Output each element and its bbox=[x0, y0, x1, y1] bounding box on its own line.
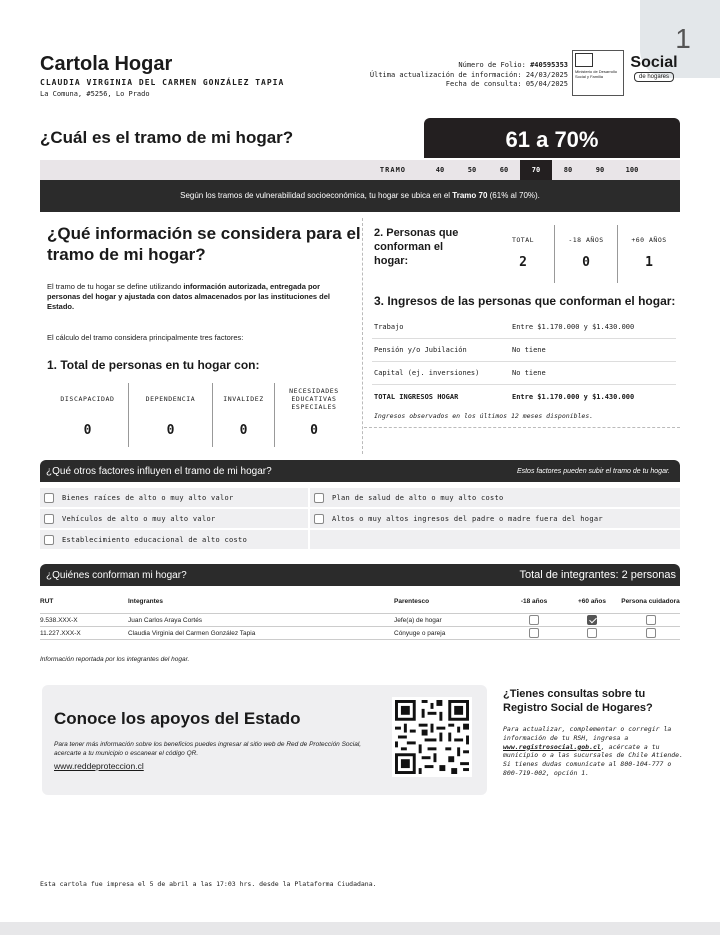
footer-text: Esta cartola fue impresa el 5 de abril a las 17:03 hrs. desde la Plataforma Ciudadana. bbox=[40, 880, 377, 888]
tramo-banner bbox=[40, 180, 680, 212]
factor-value: 0 bbox=[83, 423, 92, 438]
quienes-total: Total de integrantes: 2 personas bbox=[519, 569, 676, 581]
qr-code-svg bbox=[395, 700, 469, 774]
table-row bbox=[40, 627, 680, 640]
checkbox[interactable] bbox=[314, 514, 324, 524]
checkbox-checked[interactable] bbox=[587, 615, 597, 625]
tramo-cell: 80 bbox=[563, 166, 573, 174]
personas-label: TOTAL bbox=[511, 236, 535, 244]
otros-item bbox=[40, 488, 308, 507]
consult-date: 05/04/2025 bbox=[525, 80, 568, 88]
apoyo-card bbox=[42, 685, 487, 795]
personas-value: 2 bbox=[519, 255, 527, 270]
otros-header bbox=[40, 460, 680, 482]
ministry-logo-text: Ministerio de Desarrollo Social y Familia bbox=[575, 69, 618, 79]
quienes-title: ¿Quiénes conforman mi hogar? bbox=[46, 569, 187, 581]
info-title: ¿Qué información se considera para el tramo de mi hogar? bbox=[47, 224, 361, 264]
info-p1-a: El tramo de tu hogar se define utilizando bbox=[47, 282, 184, 291]
ingresos-value: Entre $1.170.000 y $1.430.000 bbox=[512, 392, 635, 401]
update-label: Última actualización de información: bbox=[369, 70, 522, 79]
ingresos-row bbox=[372, 339, 676, 362]
cell-mayor bbox=[563, 628, 621, 638]
members-note: Información reportada por los integrantes del hogar. bbox=[40, 656, 190, 663]
personas-value: 1 bbox=[645, 255, 653, 270]
checkbox[interactable] bbox=[529, 615, 539, 625]
folio-label: Número de Folio: bbox=[458, 61, 526, 69]
logo-sub: de hogares bbox=[634, 72, 674, 82]
personas-menores bbox=[555, 225, 618, 283]
info-p1-c: , entregada por personas del hogar y ajustada con datos almacenados por las instituciones del Estado. bbox=[47, 282, 330, 311]
consultas-text-b: , acércate a tu municipio o a las sucursales de Chile Atiende. Si tienes dudas comunícate al 800-104-777 o 800-719-002, opción 1. bbox=[503, 742, 684, 777]
otros-note: Estos factores pueden subir el tramo de tu hogar. bbox=[516, 467, 670, 475]
update-date: 24/03/2025 bbox=[525, 70, 568, 79]
banner-tramo: Tramo 70 bbox=[452, 191, 488, 200]
personas-mayores bbox=[618, 225, 680, 283]
ingresos-row bbox=[372, 362, 676, 385]
ingresos-key: Pensión y/o Jubilación bbox=[374, 346, 467, 354]
consultas-title: ¿Tienes consultas sobre tu Registro Social de Hogares? bbox=[503, 688, 653, 714]
tramo-cell: 60 bbox=[499, 166, 509, 174]
page-title: Cartola Hogar bbox=[40, 53, 173, 75]
divider bbox=[362, 218, 363, 454]
otros-item-empty bbox=[310, 530, 680, 549]
apoyo-title: Conoce los apoyos del Estado bbox=[54, 709, 301, 728]
tramo-range: 61 a 70% bbox=[424, 118, 680, 158]
ingresos-value: No tiene bbox=[512, 346, 546, 354]
ingresos-row bbox=[372, 316, 676, 339]
personas-total bbox=[492, 225, 555, 283]
info-paragraph bbox=[47, 282, 347, 312]
ingresos-key: TOTAL INGRESOS HOGAR bbox=[374, 392, 459, 401]
checkbox[interactable] bbox=[646, 628, 656, 638]
otros-item bbox=[310, 509, 680, 528]
consultas-text-a: Para actualizar, complementar o corregir la información de tu RSH, ingresa a bbox=[503, 725, 672, 742]
table-row bbox=[40, 614, 680, 627]
tramo-cell: 40 bbox=[435, 166, 445, 174]
otros-item bbox=[40, 509, 308, 528]
consultas-block bbox=[503, 687, 683, 778]
apoyo-link[interactable]: www.reddeproteccion.cl bbox=[54, 761, 144, 771]
ministry-logo bbox=[572, 50, 624, 96]
page-number: 1 bbox=[640, 0, 720, 78]
tramo-cell-selected: 70 bbox=[520, 160, 552, 180]
consultas-text bbox=[503, 725, 683, 778]
cell-name: Claudia Virginia del Carmen González Tapia bbox=[128, 629, 256, 637]
registro-social-logo bbox=[628, 54, 680, 98]
tramo-question: ¿Cuál es el tramo de mi hogar? bbox=[40, 128, 294, 147]
otros-item bbox=[310, 488, 680, 507]
checkbox[interactable] bbox=[646, 615, 656, 625]
col-cuidadora: Persona cuidadora bbox=[621, 598, 680, 605]
cell-name: Juan Carlos Araya Cortés bbox=[128, 616, 203, 624]
checkbox[interactable] bbox=[529, 628, 539, 638]
qr-code-icon[interactable] bbox=[392, 697, 472, 777]
col-rut: RUT bbox=[40, 598, 54, 605]
personas-grid bbox=[492, 225, 680, 283]
factor-nee bbox=[275, 383, 353, 447]
tramo-cell: 100 bbox=[625, 166, 639, 174]
divider bbox=[364, 427, 680, 428]
holder-name: CLAUDIA VIRGINIA DEL CARMEN GONZÁLEZ TAPIA bbox=[40, 78, 285, 87]
tramo-scale bbox=[40, 160, 680, 180]
factor-label: INVALIDEZ bbox=[223, 395, 264, 403]
otros-item-label: Establecimiento educacional de alto costo bbox=[62, 535, 248, 544]
members-table bbox=[40, 590, 680, 640]
banner-range: (61% al 70%). bbox=[487, 191, 540, 200]
factor-dependencia bbox=[129, 383, 213, 447]
cell-rut: 9.538.XXX-X bbox=[40, 616, 78, 624]
col-menor: -18 años bbox=[520, 598, 548, 605]
checkbox[interactable] bbox=[587, 628, 597, 638]
col-integrantes: Integrantes bbox=[128, 598, 164, 605]
folio-number: #40595353 bbox=[530, 61, 568, 69]
otros-item-label: Altos o muy altos ingresos del padre o madre fuera del hogar bbox=[332, 514, 603, 523]
col-parentesco: Parentesco bbox=[394, 598, 430, 605]
factor-value: 0 bbox=[310, 423, 318, 438]
factor-label: DISCAPACIDAD bbox=[60, 395, 115, 403]
cell-cuidadora bbox=[621, 628, 680, 638]
seal-icon bbox=[575, 53, 593, 67]
personas-label: +60 AÑOS bbox=[631, 236, 667, 244]
checkbox[interactable] bbox=[44, 514, 54, 524]
consultas-link[interactable]: www.registrosocial.gob.cl bbox=[503, 742, 601, 751]
apoyo-text: Para tener más información sobre los beneficios puedes ingresar al sitio web de Red de Protección Social, acercarte a tu municipio o escanear el código QR. bbox=[54, 741, 362, 757]
factor-discapacidad bbox=[47, 383, 129, 447]
tramo-scale-label: TRAMO bbox=[379, 166, 406, 174]
info-factors-text: El cálculo del tramo considera principalmente tres factores: bbox=[47, 333, 244, 342]
checkbox[interactable] bbox=[314, 493, 324, 503]
ingresos-key: Trabajo bbox=[374, 323, 404, 331]
ingresos-table bbox=[372, 316, 676, 408]
cell-cuidadora bbox=[621, 615, 680, 625]
personas-label: -18 AÑOS bbox=[568, 236, 604, 244]
tramo-cell: 50 bbox=[467, 166, 477, 174]
ingresos-note: Ingresos observados en los últimos 12 meses disponibles. bbox=[374, 412, 594, 420]
cell-mayor bbox=[563, 615, 621, 625]
info-p1-b: información autorizada bbox=[183, 282, 266, 291]
cell-menor bbox=[505, 628, 563, 638]
personas-value: 0 bbox=[582, 255, 590, 270]
total-personas-title: 1. Total de personas en tu hogar con: bbox=[47, 358, 260, 372]
factor-label: NECESIDADES EDUCATIVAS ESPECIALES bbox=[289, 387, 339, 411]
cell-rut: 11.227.XXX-X bbox=[40, 629, 81, 637]
otros-item-label: Plan de salud de alto o muy alto costo bbox=[332, 493, 504, 502]
folio-block bbox=[370, 61, 568, 90]
consult-label: Fecha de consulta: bbox=[445, 80, 522, 88]
logo-text: Social bbox=[630, 54, 678, 71]
checkbox[interactable] bbox=[44, 535, 54, 545]
cell-parentesco: Jefe(a) de hogar bbox=[394, 616, 442, 624]
factors-grid bbox=[47, 383, 353, 447]
tramo-cell: 90 bbox=[595, 166, 605, 174]
cell-parentesco: Cónyuge o pareja bbox=[394, 629, 446, 637]
col-mayor: +60 años bbox=[577, 598, 606, 605]
factor-invalidez bbox=[213, 383, 275, 447]
ingresos-value: No tiene bbox=[512, 369, 546, 377]
holder-address: La Comuna, #5256, Lo Prado bbox=[40, 90, 150, 98]
quienes-header bbox=[40, 564, 680, 586]
factor-label: DEPENDENCIA bbox=[145, 395, 196, 403]
table-header bbox=[40, 590, 680, 614]
ingresos-title: 3. Ingresos de las personas que conforman el hogar: bbox=[374, 294, 676, 308]
otros-title: ¿Qué otros factores influyen el tramo de mi hogar? bbox=[46, 465, 272, 477]
otros-item-label: Vehículos de alto o muy alto valor bbox=[62, 514, 216, 523]
factor-value: 0 bbox=[166, 423, 175, 438]
checkbox[interactable] bbox=[44, 493, 54, 503]
factor-value: 0 bbox=[239, 423, 248, 438]
banner-text: Según los tramos de vulnerabilidad socioeconómica, tu hogar se ubica en el bbox=[180, 191, 453, 200]
otros-grid bbox=[40, 488, 680, 551]
bottom-bar bbox=[0, 922, 720, 935]
ingresos-key: Capital (ej. inversiones) bbox=[374, 369, 480, 377]
cell-menor bbox=[505, 615, 563, 625]
otros-item bbox=[40, 530, 308, 549]
personas-title: 2. Personas que conforman el hogar: bbox=[374, 227, 459, 267]
otros-item-label: Bienes raíces de alto o muy alto valor bbox=[62, 493, 234, 502]
ingresos-total-row bbox=[372, 385, 676, 408]
ingresos-value: Entre $1.170.000 y $1.430.000 bbox=[512, 323, 635, 331]
